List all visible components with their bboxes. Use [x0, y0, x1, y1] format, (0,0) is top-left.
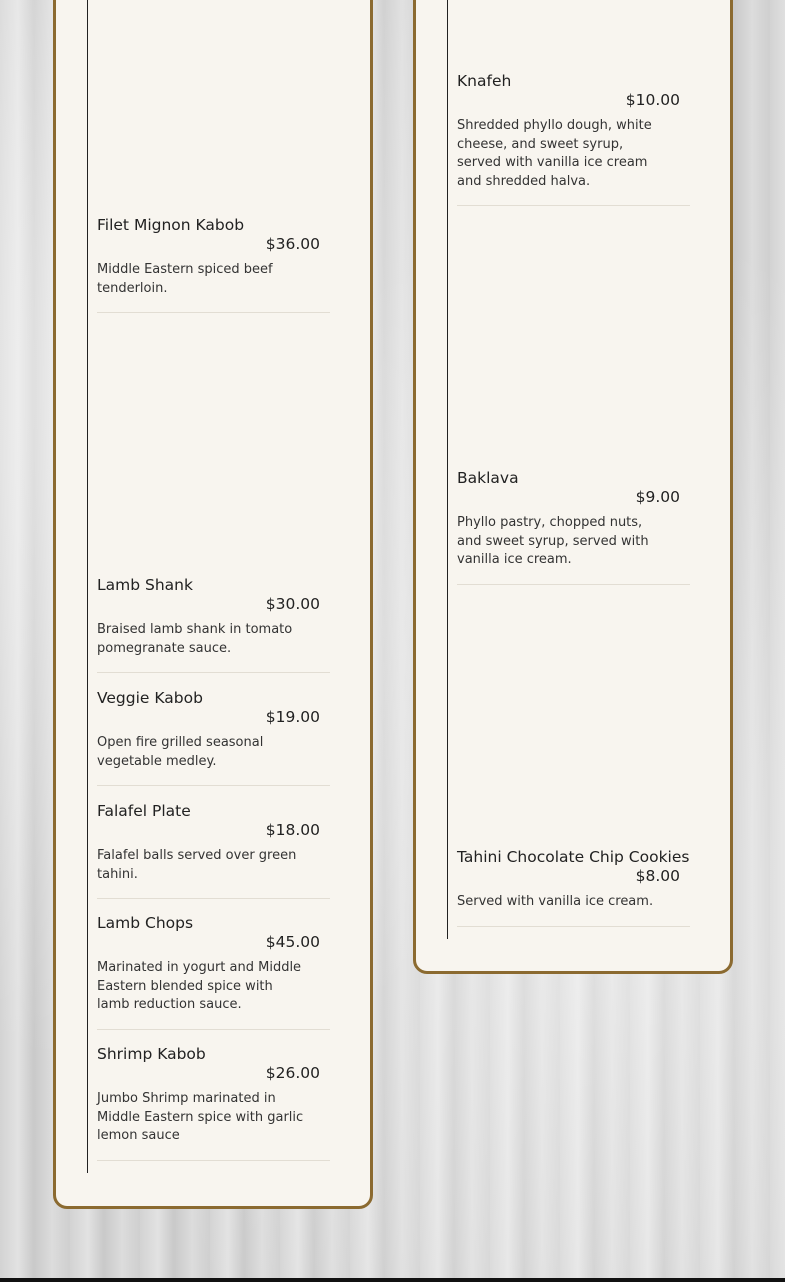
- item-description: Served with vanilla ice cream.: [457, 894, 654, 909]
- card-rule: [447, 0, 448, 939]
- menu-item-shrimp-kabob[interactable]: [97, 1044, 330, 1161]
- item-name: Knafeh: [457, 72, 512, 90]
- menu-item-lamb-shank[interactable]: [97, 575, 330, 673]
- item-divider: [457, 584, 690, 585]
- menu-card-mains: [53, 0, 373, 1209]
- item-description: Falafel balls served over green tahini.: [97, 848, 297, 882]
- menu-item-tahini-chocolate-chip-cookies[interactable]: [457, 847, 690, 927]
- menu-item-baklava[interactable]: [457, 468, 690, 585]
- item-price: $36.00: [265, 235, 320, 253]
- item-price: $10.00: [625, 91, 680, 109]
- item-description: Braised lamb shank in tomato pomegranate sauce.: [97, 622, 293, 656]
- item-price: $45.00: [265, 933, 320, 951]
- item-divider: [97, 312, 330, 313]
- item-description: Marinated in yogurt and Middle Eastern blended spice with lamb reduction sauce.: [97, 960, 302, 1012]
- item-name: Lamb Chops: [97, 914, 194, 932]
- menu-item-veggie-kabob[interactable]: [97, 688, 330, 786]
- item-divider: [97, 1160, 330, 1161]
- bottom-edge: [0, 1278, 785, 1282]
- menu-card-desserts: [413, 0, 733, 974]
- item-price: $30.00: [265, 595, 320, 613]
- item-price: $18.00: [265, 821, 320, 839]
- item-price: $9.00: [635, 488, 680, 506]
- item-name: Falafel Plate: [97, 802, 191, 820]
- item-price: $8.00: [635, 867, 680, 885]
- menu-item-knafeh[interactable]: [457, 71, 690, 206]
- item-name: Shrimp Kabob: [97, 1045, 206, 1063]
- item-divider: [457, 205, 690, 206]
- item-description: Shredded phyllo dough, white cheese, and sweet syrup, served with vanilla ice cream and shredded halva.: [457, 118, 652, 189]
- menu-item-lamb-chops[interactable]: [97, 913, 330, 1030]
- item-description: Jumbo Shrimp marinated in Middle Eastern spice with garlic lemon sauce: [97, 1091, 304, 1143]
- item-description: Phyllo pastry, chopped nuts, and sweet syrup, served with vanilla ice cream.: [457, 515, 649, 567]
- item-divider: [97, 898, 330, 899]
- item-name: Lamb Shank: [97, 576, 193, 594]
- item-price: $26.00: [265, 1064, 320, 1082]
- item-price: $19.00: [265, 708, 320, 726]
- card-rule: [87, 0, 88, 1173]
- menu-item-falafel-plate[interactable]: [97, 801, 330, 899]
- item-description: Open fire grilled seasonal vegetable medley.: [97, 735, 264, 769]
- item-divider: [97, 1029, 330, 1030]
- item-name: Tahini Chocolate Chip Cookies: [457, 848, 690, 866]
- item-name: Filet Mignon Kabob: [97, 216, 245, 234]
- item-description: Middle Eastern spiced beef tenderloin.: [97, 262, 273, 296]
- item-name: Baklava: [457, 469, 519, 487]
- item-divider: [97, 785, 330, 786]
- menu-item-filet-mignon-kabob[interactable]: [97, 215, 330, 313]
- item-divider: [97, 672, 330, 673]
- item-name: Veggie Kabob: [97, 689, 203, 707]
- item-divider: [457, 926, 690, 927]
